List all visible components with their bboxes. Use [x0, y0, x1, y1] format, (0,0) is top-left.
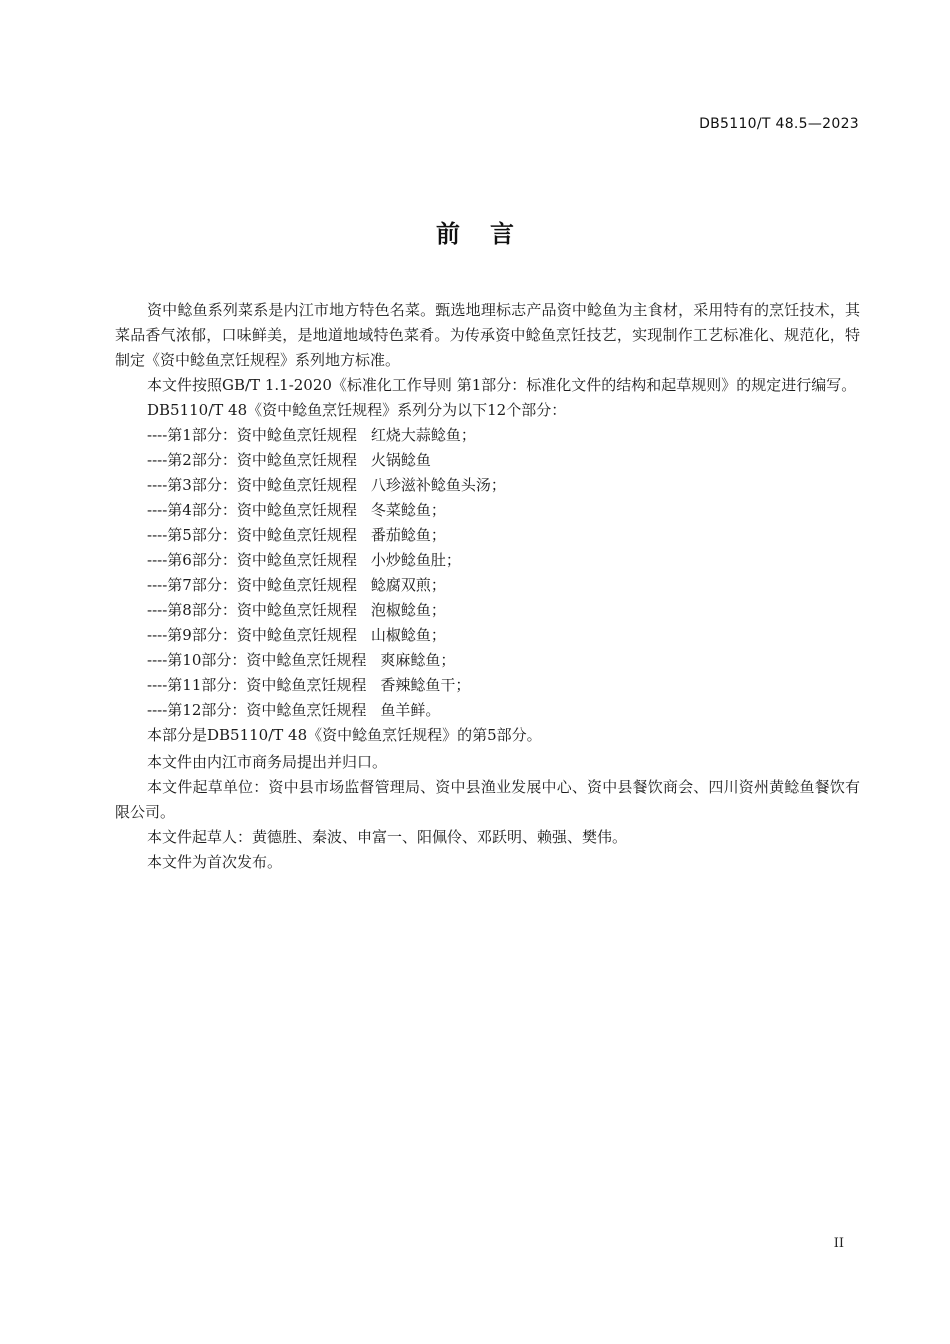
part-dish: 冬菜鲶鱼；: [370, 501, 446, 519]
part-list-item: [115, 648, 860, 673]
part-dish: 泡椒鲶鱼；: [370, 601, 446, 619]
part-list-item: [115, 473, 860, 498]
page-title: [0, 214, 950, 249]
drafting-units-paragraph: 本文件起草单位：资中县市场监督管理局、资中县渔业发展中心、资中县餐饮商会、四川资州黄鲶鱼餐饮有限公司。: [115, 778, 860, 821]
part-dish: 香辣鲶鱼干；: [380, 676, 471, 694]
part-dish: 小炒鲶鱼肚；: [370, 551, 461, 569]
part-prefix: ----第2部分：资中鲶鱼烹饪规程: [147, 451, 357, 469]
title-char-1: 前: [436, 220, 460, 248]
part-list-item: [115, 623, 860, 648]
part-list-item: [115, 523, 860, 548]
series-intro-paragraph: DB5110/T 48《资中鲶鱼烹饪规程》系列分为以下12个部分：: [147, 401, 567, 419]
part-list-item: [115, 573, 860, 598]
part-list-item: [115, 598, 860, 623]
part-dish: 鲶腐双煎；: [370, 576, 446, 594]
part-prefix: ----第1部分：资中鲶鱼烹饪规程: [147, 426, 357, 444]
part-dish: 红烧大蒜鲶鱼；: [370, 426, 476, 444]
first-release-paragraph: 本文件为首次发布。: [147, 853, 283, 871]
foreword-body: [115, 298, 860, 875]
title-char-2: 言: [490, 220, 514, 248]
part-list-item: [115, 498, 860, 523]
part-dish: 番茄鲶鱼；: [370, 526, 446, 544]
page-number: II: [833, 1236, 844, 1251]
part-dish: 火锅鲶鱼: [370, 451, 431, 469]
this-part-paragraph: 本部分是DB5110/T 48《资中鲶鱼烹饪规程》的第5部分。: [147, 726, 542, 744]
part-prefix: ----第7部分：资中鲶鱼烹饪规程: [147, 576, 357, 594]
proposer-paragraph: 本文件由内江市商务局提出并归口。: [147, 753, 388, 771]
part-list-item: [115, 673, 860, 698]
part-dish: 山椒鲶鱼；: [370, 626, 446, 644]
part-prefix: ----第9部分：资中鲶鱼烹饪规程: [147, 626, 357, 644]
part-list-item: [115, 548, 860, 573]
part-dish: 鱼羊鲜。: [380, 701, 441, 719]
part-list-item: [115, 448, 860, 473]
part-prefix: ----第11部分：资中鲶鱼烹饪规程: [147, 676, 367, 694]
drafters-paragraph: 本文件起草人：黄德胜、秦波、申富一、阳佩伶、邓跃明、赖强、樊伟。: [147, 828, 628, 846]
part-dish: 爽麻鲶鱼；: [380, 651, 456, 669]
part-prefix: ----第12部分：资中鲶鱼烹饪规程: [147, 701, 367, 719]
part-prefix: ----第4部分：资中鲶鱼烹饪规程: [147, 501, 357, 519]
intro-paragraph: 资中鲶鱼系列菜系是内江市地方特色名菜。甄选地理标志产品资中鲶鱼为主食材，采用特有的烹饪技术，其菜品香气浓郁，口味鲜美，是地道地域特色菜肴。为传承资中鲶鱼烹饪技艺，实现制作工艺标准化、规范化，特制定《资中鲶鱼烹饪规程》系列地方标准。: [115, 301, 860, 369]
drafting-rule-paragraph: 本文件按照GB/T 1.1-2020《标准化工作导则 第1部分：标准化文件的结构和起草规则》的规定进行编写。: [147, 376, 857, 394]
part-list-item: [115, 423, 860, 448]
document-code: DB5110/T 48.5—2023: [699, 116, 859, 132]
part-prefix: ----第10部分：资中鲶鱼烹饪规程: [147, 651, 367, 669]
part-prefix: ----第3部分：资中鲶鱼烹饪规程: [147, 476, 357, 494]
part-prefix: ----第5部分：资中鲶鱼烹饪规程: [147, 526, 357, 544]
part-prefix: ----第6部分：资中鲶鱼烹饪规程: [147, 551, 357, 569]
part-dish: 八珍滋补鲶鱼头汤；: [370, 476, 506, 494]
part-prefix: ----第8部分：资中鲶鱼烹饪规程: [147, 601, 357, 619]
part-list-item: [115, 698, 860, 723]
